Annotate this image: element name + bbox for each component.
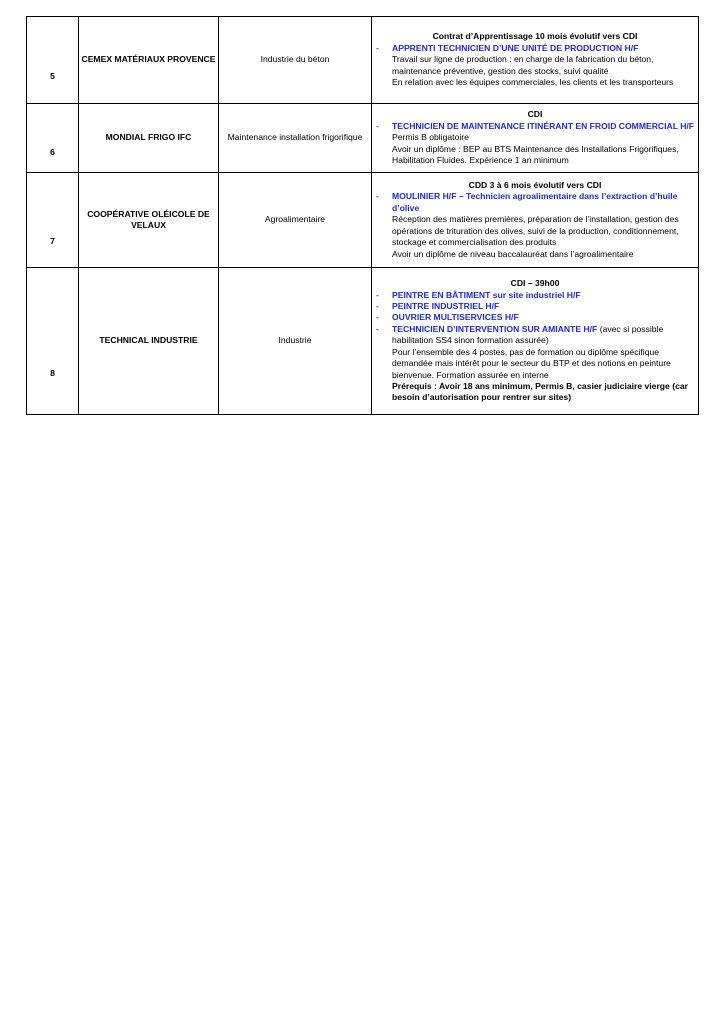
offer-details [372,104,699,173]
company-name: MONDIAL FRIGO IFC [79,104,219,173]
detail-line: Avoir un diplôme de niveau baccalauréat dans l’agroalimentaire [392,248,634,259]
post-list [372,191,698,214]
row-number: 5 [27,17,79,104]
sector: Industrie [219,268,372,415]
post-item [372,290,698,301]
table-row [27,173,699,268]
table-row [27,104,699,173]
post-item [372,121,698,132]
offer-description [372,214,698,260]
post-item [372,312,698,323]
prerequisites: Prérequis : Avoir 18 ans minimum, Permis B, casier judiciaire vierge (car besoin d’autorisation pour rentrer sur sites) [392,380,688,403]
detail-line: Réception des matières premières, préparation de l’installation, gestion des opérations de trituration des olives, suivi de la production, conditionnement, stockage et commercialisation des produits [392,214,679,248]
post-item [372,191,698,214]
post-title: TECHNICIEN D’INTERVENTION SUR AMIANTE H/F [392,323,598,334]
row-number: 8 [27,268,79,415]
offer-description [372,347,698,404]
offer-description [372,54,698,88]
detail-line: Permis B obligatoire [392,132,469,143]
contract-type: CDD 3 à 6 mois évolutif vers CDI [468,180,602,191]
detail-line: Avoir un diplôme : BEP au BTS Maintenance des Installations Frigorifiques, Habilitation Fluides. Expérience 1 an minimum [392,143,679,166]
offer-details [372,268,699,415]
job-offers-table [26,16,699,415]
post-list [372,121,698,132]
post-list [372,290,698,347]
offer-details [372,17,699,104]
detail-line: Pour l’ensemble des 4 postes, pas de formation ou diplôme spécifique demandée mais intérêt pour le secteur du BTP et des notions en peinture bienvenue. Formation assurée en interne [392,346,671,380]
post-title: APPRENTI TECHNICIEN D’UNE UNITÉ DE PRODUCTION H/F [392,42,639,53]
company-name: TECHNICAL INDUSTRIE [79,268,219,415]
row-number: 6 [27,104,79,173]
table-row [27,268,699,415]
contract-type: Contrat d’Apprentissage 10 mois évolutif vers CDI [432,31,638,42]
detail-line: En relation avec les équipes commerciales, les clients et les transporteurs [392,77,674,88]
sector: Maintenance installation frigorifique [219,104,372,173]
post-title: TECHNICIEN DE MAINTENANCE ITINÉRANT EN FROID COMMERCIAL H/F [392,120,695,131]
company-name: CEMEX MATÉRIAUX PROVENCE [79,17,219,104]
contract-type: CDI – 39h00 [510,278,560,289]
post-title: PEINTRE EN BÂTIMENT sur site industriel H/F [392,289,581,300]
contract-type: CDI [527,109,543,120]
offer-description [372,132,698,166]
detail-line: Travail sur ligne de production : en charge de la fabrication du béton, maintenance préventive, gestion des stocks, suivi qualité [392,54,654,76]
row-number: 7 [27,173,79,268]
company-name: COOPÉRATIVE OLÉICOLE DE VELAUX [79,173,219,268]
post-item [372,43,698,54]
post-title: MOULINIER H/F – Technicien agroalimentaire dans l’extraction d’huile d’olive [392,191,678,213]
sector: Agroalimentaire [219,173,372,268]
sector: Industrie du béton [219,17,372,104]
post-item [372,324,698,347]
post-note: (avec si possible habilitation SS4 sinon formation assurée) [392,323,664,346]
post-title: OUVRIER MULTISERVICES H/F [392,312,519,323]
offer-details [372,173,699,268]
post-title: PEINTRE INDUSTRIEL H/F [392,301,500,312]
post-item [372,301,698,312]
table-row [27,17,699,104]
post-list [372,43,698,54]
